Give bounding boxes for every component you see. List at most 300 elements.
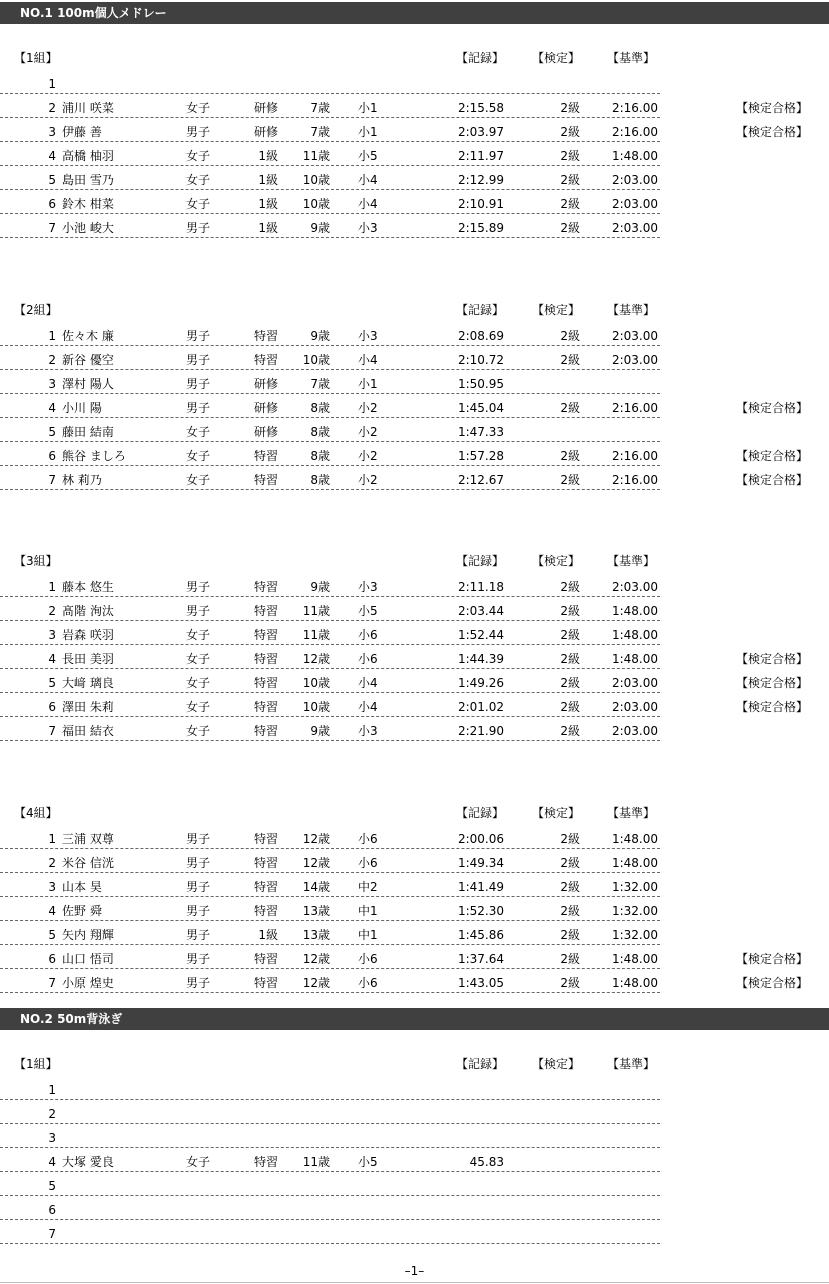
lane-number: 5 [48, 173, 56, 187]
lane-number: 5 [48, 928, 56, 942]
school-grade: 小3 [358, 724, 378, 738]
age: 9歳 [310, 329, 330, 343]
lane-number: 3 [48, 377, 56, 391]
class: 特習 [253, 473, 278, 487]
class: 特習 [253, 880, 278, 894]
row-divider [0, 968, 660, 969]
standard-time: 1:32.00 [611, 904, 658, 918]
swimmer-name: 澤村 陽人 [62, 377, 114, 391]
record-header: 【記録】 [456, 554, 505, 568]
certification-level: 2級 [560, 149, 580, 163]
swimmer-name: 澤田 朱莉 [62, 700, 114, 714]
school-grade: 小1 [358, 101, 378, 115]
standard-time: 1:48.00 [611, 832, 658, 846]
table-row [0, 1102, 829, 1126]
swimmer-name: 熊谷 ましろ [62, 449, 126, 463]
record-header: 【記録】 [456, 303, 505, 317]
lane-number: 6 [48, 197, 56, 211]
event-title: NO.1 100m個人メドレー [20, 6, 167, 20]
lane-number: 3 [48, 880, 56, 894]
gender: 女子 [186, 1155, 211, 1169]
certification-level: 2級 [560, 580, 580, 594]
record-time: 1:43.05 [457, 976, 504, 990]
lane-number: 6 [48, 700, 56, 714]
school-grade: 小1 [358, 377, 378, 391]
school-grade: 小4 [358, 700, 378, 714]
event-title: NO.2 50m背泳ぎ [20, 1012, 123, 1026]
table-row [0, 695, 829, 719]
table-row [0, 647, 829, 671]
gender: 女子 [186, 425, 211, 439]
gender: 男子 [186, 904, 211, 918]
pass-status: 【検定合格】 [736, 473, 809, 487]
pass-status: 【検定合格】 [736, 700, 809, 714]
school-grade: 小2 [358, 449, 378, 463]
school-grade: 小4 [358, 197, 378, 211]
record-time: 2:21.90 [457, 724, 504, 738]
record-time: 1:45.04 [457, 401, 504, 415]
table-row [0, 851, 829, 875]
gender: 女子 [186, 197, 211, 211]
row-divider [0, 692, 660, 693]
standard-time: 2:03.00 [611, 580, 658, 594]
record-time: 2:10.91 [457, 197, 504, 211]
table-row [0, 623, 829, 647]
standard-time: 1:48.00 [611, 856, 658, 870]
standard-time: 2:03.00 [611, 700, 658, 714]
certification-header: 【検定】 [532, 554, 581, 568]
class: 特習 [253, 580, 278, 594]
swimmer-name: 米谷 信洸 [62, 856, 114, 870]
school-grade: 中1 [358, 904, 378, 918]
record-time: 2:00.06 [457, 832, 504, 846]
certification-level: 2級 [560, 329, 580, 343]
heat-label: 【1組】 [14, 51, 58, 65]
table-row [0, 1078, 829, 1102]
record-time: 2:15.89 [457, 221, 504, 235]
gender: 女子 [186, 676, 211, 690]
footer-divider [0, 1282, 829, 1283]
pass-status: 【検定合格】 [736, 676, 809, 690]
row-divider [0, 872, 660, 873]
standard-time: 1:48.00 [611, 652, 658, 666]
class: 特習 [253, 856, 278, 870]
school-grade: 小5 [358, 1155, 378, 1169]
row-divider [0, 1171, 660, 1172]
swimmer-name: 岩森 咲羽 [62, 628, 114, 642]
lane-number: 2 [48, 856, 56, 870]
row-divider [0, 369, 660, 370]
standard-time: 1:48.00 [611, 604, 658, 618]
school-grade: 小6 [358, 856, 378, 870]
class: 特習 [253, 700, 278, 714]
table-row [0, 923, 829, 947]
lane-number: 5 [48, 676, 56, 690]
age: 7歳 [310, 125, 330, 139]
table-row [0, 971, 829, 995]
pass-status: 【検定合格】 [736, 952, 809, 966]
lane-number: 5 [48, 425, 56, 439]
swimmer-name: 佐々木 廉 [62, 329, 114, 343]
class: 特習 [253, 952, 278, 966]
school-grade: 小3 [358, 580, 378, 594]
heat-header [0, 803, 829, 823]
certification-level: 2級 [560, 604, 580, 618]
table-row [0, 372, 829, 396]
certification-level: 2級 [560, 880, 580, 894]
table-row [0, 192, 829, 216]
swimmer-name: 山口 悟司 [62, 952, 114, 966]
lane-number: 1 [48, 1083, 56, 1097]
standard-time: 2:16.00 [611, 473, 658, 487]
certification-level: 2級 [560, 952, 580, 966]
pass-status: 【検定合格】 [736, 125, 809, 139]
swimmer-name: 福田 結衣 [62, 724, 114, 738]
standard-header: 【基準】 [607, 303, 656, 317]
class: 研修 [253, 101, 278, 115]
table-row [0, 1150, 829, 1174]
school-grade: 小2 [358, 401, 378, 415]
standard-time: 2:16.00 [611, 125, 658, 139]
class: 特習 [253, 904, 278, 918]
standard-header: 【基準】 [607, 806, 656, 820]
gender: 女子 [186, 473, 211, 487]
certification-level: 2級 [560, 832, 580, 846]
standard-time: 1:48.00 [611, 952, 658, 966]
record-time: 2:12.67 [457, 473, 504, 487]
record-time: 1:44.39 [457, 652, 504, 666]
swimmer-name: 高橋 柚羽 [62, 149, 114, 163]
class: 特習 [253, 652, 278, 666]
class: 特習 [253, 676, 278, 690]
swimmer-name: 小原 煌史 [62, 976, 114, 990]
row-divider [0, 141, 660, 142]
row-divider [0, 920, 660, 921]
certification-level: 2級 [560, 197, 580, 211]
age: 10歳 [302, 700, 330, 714]
school-grade: 小4 [358, 676, 378, 690]
standard-time: 1:32.00 [611, 880, 658, 894]
lane-number: 3 [48, 1131, 56, 1145]
swimmer-name: 鈴木 柑菜 [62, 197, 114, 211]
heat-label: 【4組】 [14, 806, 58, 820]
school-grade: 小2 [358, 425, 378, 439]
row-divider [0, 992, 660, 993]
certification-level: 2級 [560, 353, 580, 367]
row-divider [0, 740, 660, 741]
certification-level: 2級 [560, 173, 580, 187]
swimmer-name: 浦川 咲菜 [62, 101, 114, 115]
record-time: 1:52.30 [457, 904, 504, 918]
table-row [0, 1174, 829, 1198]
class: 特習 [253, 353, 278, 367]
age: 9歳 [310, 724, 330, 738]
row-divider [0, 1195, 660, 1196]
row-divider [0, 644, 660, 645]
gender: 男子 [186, 976, 211, 990]
gender: 女子 [186, 628, 211, 642]
row-divider [0, 848, 660, 849]
swimmer-name: 島田 雪乃 [62, 173, 114, 187]
certification-level: 2級 [560, 101, 580, 115]
table-row [0, 120, 829, 144]
school-grade: 小2 [358, 473, 378, 487]
gender: 男子 [186, 856, 211, 870]
gender: 男子 [186, 377, 211, 391]
lane-number: 1 [48, 580, 56, 594]
certification-level: 2級 [560, 724, 580, 738]
age: 10歳 [302, 197, 330, 211]
row-divider [0, 417, 660, 418]
row-divider [0, 716, 660, 717]
heat-label: 【1組】 [14, 1057, 58, 1071]
pass-status: 【検定合格】 [736, 101, 809, 115]
school-grade: 小5 [358, 149, 378, 163]
school-grade: 小6 [358, 832, 378, 846]
table-row [0, 420, 829, 444]
pass-status: 【検定合格】 [736, 652, 809, 666]
table-row [0, 1126, 829, 1150]
age: 8歳 [310, 401, 330, 415]
row-divider [0, 213, 660, 214]
age: 11歳 [302, 628, 330, 642]
age: 9歳 [310, 580, 330, 594]
class: 研修 [253, 377, 278, 391]
certification-header: 【検定】 [532, 806, 581, 820]
table-row [0, 899, 829, 923]
lane-number: 2 [48, 604, 56, 618]
pass-status: 【検定合格】 [736, 976, 809, 990]
school-grade: 小3 [358, 221, 378, 235]
age: 11歳 [302, 149, 330, 163]
lane-number: 7 [48, 221, 56, 235]
record-time: 2:03.97 [457, 125, 504, 139]
row-divider [0, 668, 660, 669]
row-divider [0, 117, 660, 118]
school-grade: 小6 [358, 952, 378, 966]
row-divider [0, 465, 660, 466]
record-time: 2:03.44 [457, 604, 504, 618]
certification-level: 2級 [560, 700, 580, 714]
swimmer-name: 藤田 結南 [62, 425, 114, 439]
record-time: 1:41.49 [457, 880, 504, 894]
lane-number: 6 [48, 1203, 56, 1217]
lane-number: 3 [48, 628, 56, 642]
school-grade: 小6 [358, 976, 378, 990]
standard-time: 2:03.00 [611, 173, 658, 187]
table-row [0, 396, 829, 420]
school-grade: 中2 [358, 880, 378, 894]
row-divider [0, 1219, 660, 1220]
age: 8歳 [310, 449, 330, 463]
class: 1級 [258, 928, 278, 942]
lane-number: 3 [48, 125, 56, 139]
age: 12歳 [302, 856, 330, 870]
age: 11歳 [302, 1155, 330, 1169]
record-time: 2:15.58 [457, 101, 504, 115]
school-grade: 小6 [358, 628, 378, 642]
class: 特習 [253, 724, 278, 738]
record-header: 【記録】 [456, 51, 505, 65]
gender: 女子 [186, 149, 211, 163]
age: 7歳 [310, 377, 330, 391]
swimmer-name: 髙階 洵汰 [62, 604, 114, 618]
gender: 男子 [186, 952, 211, 966]
heat-label: 【2組】 [14, 303, 58, 317]
lane-number: 7 [48, 976, 56, 990]
certification-header: 【検定】 [532, 51, 581, 65]
standard-time: 2:03.00 [611, 676, 658, 690]
age: 11歳 [302, 604, 330, 618]
standard-time: 2:03.00 [611, 221, 658, 235]
table-row [0, 324, 829, 348]
school-grade: 小4 [358, 353, 378, 367]
age: 12歳 [302, 976, 330, 990]
swimmer-name: 三浦 双尊 [62, 832, 114, 846]
lane-number: 6 [48, 952, 56, 966]
lane-number: 7 [48, 473, 56, 487]
swimmer-name: 新谷 優空 [62, 353, 114, 367]
certification-level: 2級 [560, 125, 580, 139]
table-row [0, 468, 829, 492]
heat-header [0, 300, 829, 320]
class: 特習 [253, 1155, 278, 1169]
class: 特習 [253, 604, 278, 618]
record-time: 1:50.95 [457, 377, 504, 391]
certification-level: 2級 [560, 401, 580, 415]
certification-level: 2級 [560, 221, 580, 235]
gender: 女子 [186, 652, 211, 666]
certification-level: 2級 [560, 676, 580, 690]
standard-time: 1:48.00 [611, 149, 658, 163]
lane-number: 4 [48, 652, 56, 666]
row-divider [0, 1123, 660, 1124]
record-time: 1:45.86 [457, 928, 504, 942]
gender: 男子 [186, 401, 211, 415]
swimmer-name: 山本 昊 [62, 880, 102, 894]
table-row [0, 1198, 829, 1222]
gender: 男子 [186, 928, 211, 942]
row-divider [0, 896, 660, 897]
class: 研修 [253, 125, 278, 139]
standard-time: 2:03.00 [611, 724, 658, 738]
gender: 女子 [186, 449, 211, 463]
table-row [0, 947, 829, 971]
lane-number: 2 [48, 1107, 56, 1121]
record-time: 2:10.72 [457, 353, 504, 367]
gender: 男子 [186, 329, 211, 343]
standard-time: 1:48.00 [611, 976, 658, 990]
record-time: 45.83 [469, 1155, 504, 1169]
lane-number: 4 [48, 149, 56, 163]
lane-number: 2 [48, 353, 56, 367]
school-grade: 中1 [358, 928, 378, 942]
heat-header [0, 551, 829, 571]
row-divider [0, 393, 660, 394]
class: 1級 [258, 197, 278, 211]
table-row [0, 144, 829, 168]
record-time: 1:49.26 [457, 676, 504, 690]
gender: 男子 [186, 125, 211, 139]
class: 特習 [253, 832, 278, 846]
standard-header: 【基準】 [607, 1057, 656, 1071]
lane-number: 4 [48, 1155, 56, 1169]
standard-time: 2:16.00 [611, 401, 658, 415]
row-divider [0, 165, 660, 166]
school-grade: 小6 [358, 652, 378, 666]
record-time: 2:11.18 [457, 580, 504, 594]
record-time: 2:08.69 [457, 329, 504, 343]
gender: 男子 [186, 580, 211, 594]
gender: 女子 [186, 700, 211, 714]
heat-header [0, 48, 829, 68]
table-row [0, 1222, 829, 1246]
record-time: 1:49.34 [457, 856, 504, 870]
age: 12歳 [302, 832, 330, 846]
record-time: 1:52.44 [457, 628, 504, 642]
school-grade: 小3 [358, 329, 378, 343]
school-grade: 小1 [358, 125, 378, 139]
class: 特習 [253, 329, 278, 343]
age: 10歳 [302, 173, 330, 187]
lane-number: 5 [48, 1179, 56, 1193]
record-time: 2:12.99 [457, 173, 504, 187]
standard-header: 【基準】 [607, 554, 656, 568]
certification-level: 2級 [560, 928, 580, 942]
age: 13歳 [302, 928, 330, 942]
school-grade: 小5 [358, 604, 378, 618]
pass-status: 【検定合格】 [736, 449, 809, 463]
class: 特習 [253, 628, 278, 642]
age: 12歳 [302, 652, 330, 666]
table-row [0, 671, 829, 695]
table-row [0, 348, 829, 372]
class: 特習 [253, 976, 278, 990]
class: 研修 [253, 425, 278, 439]
certification-level: 2級 [560, 652, 580, 666]
record-header: 【記録】 [456, 806, 505, 820]
class: 特習 [253, 449, 278, 463]
swimmer-name: 小川 陽 [62, 401, 102, 415]
standard-time: 2:03.00 [611, 353, 658, 367]
gender: 女子 [186, 101, 211, 115]
age: 8歳 [310, 473, 330, 487]
row-divider [0, 345, 660, 346]
standard-time: 2:03.00 [611, 329, 658, 343]
lane-number: 6 [48, 449, 56, 463]
swimmer-name: 伊藤 善 [62, 125, 102, 139]
gender: 男子 [186, 221, 211, 235]
certification-level: 2級 [560, 904, 580, 918]
class: 1級 [258, 221, 278, 235]
age: 8歳 [310, 425, 330, 439]
gender: 男子 [186, 880, 211, 894]
pass-status: 【検定合格】 [736, 401, 809, 415]
age: 7歳 [310, 101, 330, 115]
swimmer-name: 林 莉乃 [62, 473, 102, 487]
school-grade: 小4 [358, 173, 378, 187]
standard-time: 2:16.00 [611, 449, 658, 463]
certification-level: 2級 [560, 449, 580, 463]
event-title-bar [0, 2, 829, 24]
lane-number: 1 [48, 77, 56, 91]
swimmer-name: 矢内 翔輝 [62, 928, 114, 942]
lane-number: 7 [48, 1227, 56, 1241]
age: 13歳 [302, 904, 330, 918]
swimmer-name: 小池 峻大 [62, 221, 114, 235]
row-divider [0, 596, 660, 597]
table-row [0, 216, 829, 240]
